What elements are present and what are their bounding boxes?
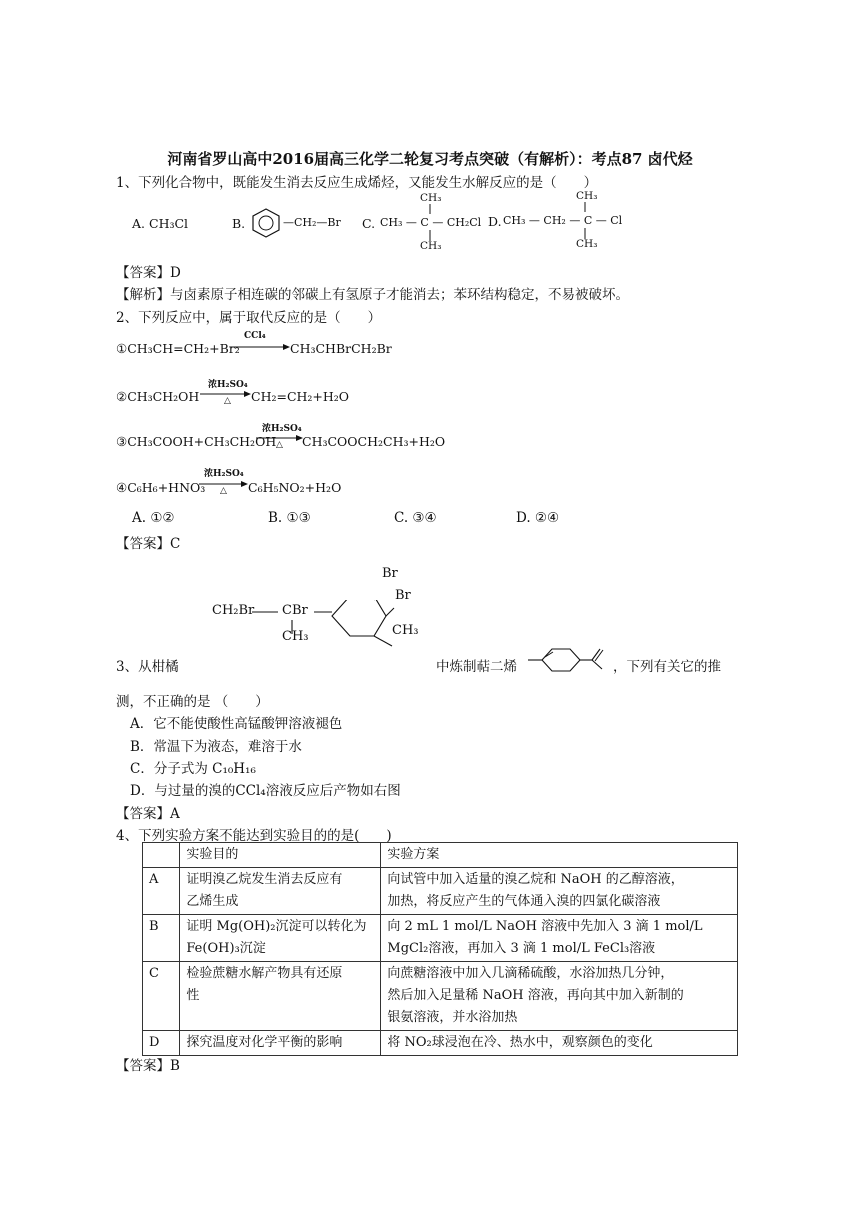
row-goal bbox=[180, 915, 381, 962]
q3-product-cbr: CBr bbox=[282, 603, 308, 618]
q2-reaction-2-left: ②CH₃CH₂OH bbox=[116, 389, 200, 404]
q2-reaction-4-right: C₆H₅NO₂+H₂O bbox=[248, 480, 342, 495]
q2-option-d: D. ②④ bbox=[516, 510, 560, 526]
q1-option-d-bottom-methyl: CH₃ bbox=[576, 238, 598, 250]
q3-stem-mid: 中炼制萜二烯 bbox=[436, 659, 517, 675]
table-header-cell: 实验目的 bbox=[180, 843, 381, 868]
plan-line: 银氨溶液，并水浴加热 bbox=[387, 1010, 518, 1025]
experiment-table bbox=[142, 842, 738, 1056]
table-header-row bbox=[143, 843, 738, 868]
q2-reaction-1-left: ①CH₃CH=CH₂+Br₂ bbox=[116, 341, 240, 356]
q1-option-a-label: A. bbox=[132, 216, 146, 231]
q2-option-a: A. ①② bbox=[132, 510, 175, 526]
q1-option-c-bottom-methyl: CH₃ bbox=[420, 240, 442, 252]
q1-option-c-label: C. bbox=[362, 216, 376, 231]
plan-line: 然后加入足量稀 NaOH 溶液，再向其中加入新制的 bbox=[387, 988, 684, 1003]
goal-line: 乙烯生成 bbox=[186, 894, 239, 909]
table-row bbox=[143, 915, 738, 962]
q2-reaction-3-condition: 浓H₂SO₄ bbox=[262, 424, 302, 434]
q1-stem: 1、下列化合物中，既能发生消去反应生成烯烃，又能发生水解反应的是（ ） bbox=[116, 175, 598, 191]
row-id: A bbox=[143, 868, 180, 915]
q1-option-d-main: CH₃ — CH₂ — C — Cl bbox=[503, 214, 623, 227]
reaction-arrow-icon bbox=[231, 343, 291, 351]
q2-reaction-4-condition: 浓H₂SO₄ bbox=[204, 469, 244, 479]
q2-reaction-2-right: CH₂=CH₂+H₂O bbox=[251, 389, 350, 404]
q4-stem: 4、下列实验方案不能达到实验目的的是( ) bbox=[116, 828, 392, 844]
page-title: 河南省罗山高中2016届高三化学二轮复习考点突破（有解析）：考点87 卤代烃 bbox=[167, 150, 693, 168]
q2-option-c: C. ③④ bbox=[394, 510, 437, 526]
goal-line: Fe(OH)₃沉淀 bbox=[186, 941, 266, 956]
q1-option-a-formula: CH₃Cl bbox=[149, 216, 189, 231]
q1-option-c-main: CH₃ — C — CH₂Cl bbox=[380, 216, 482, 229]
row-plan bbox=[381, 915, 738, 962]
q3-product-ch3-ring: CH₃ bbox=[392, 623, 419, 638]
q3-option-c: C．分子式为 C₁₀H₁₆ bbox=[130, 761, 256, 777]
row-plan bbox=[381, 962, 738, 1031]
q3-option-d: D．与过量的溴的CCl₄溶液反应后产物如右图 bbox=[130, 783, 401, 799]
row-plan bbox=[381, 1031, 738, 1056]
q3-option-b: B．常温下为液态，难溶于水 bbox=[130, 739, 302, 755]
table-row bbox=[143, 1031, 738, 1056]
q3-product-ch2br: CH₂Br bbox=[212, 603, 255, 618]
row-id: B bbox=[143, 915, 180, 962]
q3-stem-cont: 测，不正确的是 （ ） bbox=[116, 694, 269, 710]
q3-product-br-2: Br bbox=[395, 588, 411, 603]
plan-line: 加热，将反应产生的气体通入溴的四氯化碳溶液 bbox=[387, 894, 661, 909]
table-header-cell bbox=[143, 843, 180, 868]
row-id: D bbox=[143, 1031, 180, 1056]
heat-symbol: △ bbox=[224, 396, 231, 406]
q1-answer: 【答案】D bbox=[116, 265, 181, 281]
row-id: C bbox=[143, 962, 180, 1031]
row-goal bbox=[180, 1031, 381, 1056]
q1-option-c-bonds bbox=[425, 204, 435, 242]
goal-line: 证明 Mg(OH)₂沉淀可以转化为 bbox=[186, 919, 367, 934]
heat-symbol: △ bbox=[220, 486, 227, 496]
benzene-ring-icon bbox=[248, 206, 284, 238]
table-row bbox=[143, 962, 738, 1031]
heat-symbol: △ bbox=[276, 440, 283, 450]
q2-reaction-3-right: CH₃COOCH₂CH₃+H₂O bbox=[302, 434, 446, 449]
plan-line: 向 2 mL 1 mol/L NaOH 溶液中先加入 3 滴 1 mol/L bbox=[387, 919, 703, 934]
q1-option-d-bonds bbox=[580, 202, 590, 240]
limonene-structure-icon bbox=[528, 645, 614, 675]
q2-option-b: B. ①③ bbox=[268, 510, 311, 526]
goal-line: 检验蔗糖水解产物具有还原 bbox=[186, 966, 343, 981]
q2-reaction-2-condition: 浓H₂SO₄ bbox=[208, 380, 248, 390]
q2-reaction-4-left: ④C₆H₆+HNO₃ bbox=[116, 480, 206, 495]
q2-reaction-1-right: CH₃CHBrCH₂Br bbox=[290, 341, 392, 356]
q2-reaction-1-condition: CCl₄ bbox=[244, 331, 266, 341]
q2-stem: 2、下列反应中，属于取代反应的是（ ） bbox=[116, 310, 382, 326]
q3-stem-start: 3、从柑橘 bbox=[116, 659, 179, 675]
plan-line: MgCl₂溶液，再加入 3 滴 1 mol/L FeCl₃溶液 bbox=[387, 941, 656, 956]
q1-option-d-top-methyl: CH₃ bbox=[576, 190, 598, 202]
q3-option-a: A．它不能使酸性高锰酸钾溶液褪色 bbox=[130, 716, 343, 732]
plan-line: 向蔗糖溶液中加入几滴稀硫酸，水浴加热几分钟， bbox=[387, 966, 674, 981]
q4-answer: 【答案】B bbox=[116, 1058, 180, 1074]
q1-option-a bbox=[132, 216, 188, 231]
q2-answer: 【答案】C bbox=[116, 536, 181, 552]
row-goal bbox=[180, 962, 381, 1031]
q3-answer: 【答案】A bbox=[116, 806, 180, 822]
q1-option-d-label: D. bbox=[488, 214, 502, 229]
table-row bbox=[143, 868, 738, 915]
table-header-cell: 实验方案 bbox=[381, 843, 738, 868]
plan-line: 将 NO₂球浸泡在冷、热水中，观察颜色的变化 bbox=[387, 1035, 653, 1050]
row-goal bbox=[180, 868, 381, 915]
q2-reaction-3-left: ③CH₃COOH+CH₃CH₂OH bbox=[116, 434, 277, 449]
q3-stem-end: ，下列有关它的推 bbox=[613, 659, 721, 675]
q1-option-b-label: B. bbox=[232, 216, 246, 231]
goal-line: 性 bbox=[186, 988, 200, 1003]
plan-line: 向试管中加入适量的溴乙烷和 NaOH 的乙醇溶液， bbox=[387, 872, 684, 887]
goal-line: 探究温度对化学平衡的影响 bbox=[186, 1035, 343, 1050]
q3-product-br-1: Br bbox=[382, 566, 398, 581]
q1-analysis: 【解析】与卤素原子相连碳的邻碳上有氢原子才能消去；苯环结构稳定，不易被破坏。 bbox=[116, 287, 629, 303]
q1-option-b-group: —CH₂—Br bbox=[283, 216, 341, 229]
q3-product-ch3-low: CH₃ bbox=[282, 629, 309, 644]
row-plan bbox=[381, 868, 738, 915]
q1-option-c-top-methyl: CH₃ bbox=[420, 192, 442, 204]
goal-line: 证明溴乙烷发生消去反应有 bbox=[186, 872, 343, 887]
